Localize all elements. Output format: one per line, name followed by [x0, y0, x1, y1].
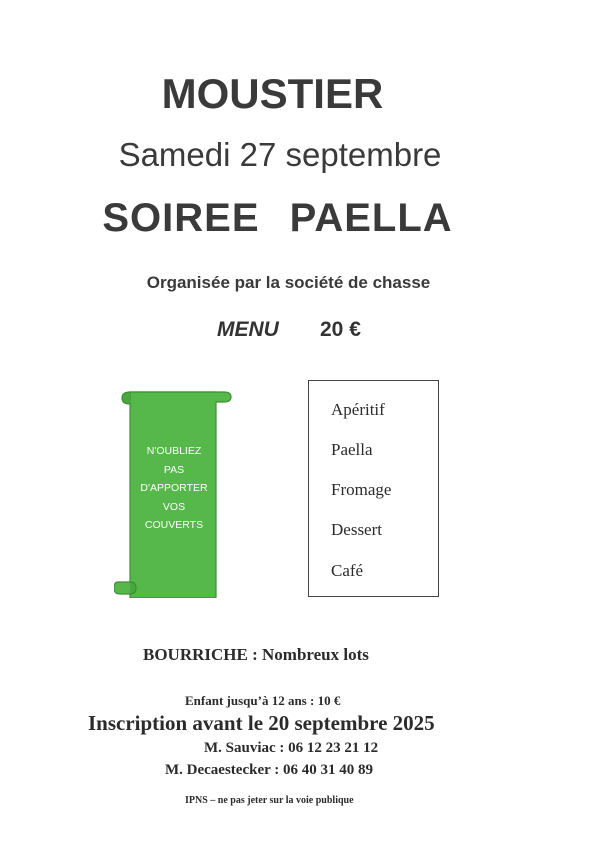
scroll-line: VOS — [162, 500, 186, 513]
town-title: MOUSTIER — [161, 70, 384, 117]
event-title: SOIREE PAELLA — [102, 196, 453, 240]
scroll-line: PAS — [163, 463, 185, 476]
organizer-line: Organisée par la société de chasse — [146, 273, 431, 292]
contact-line: M. Decaestecker : 06 40 31 40 89 — [165, 762, 373, 778]
menu-item: Café — [331, 561, 364, 580]
menu-price: 20 € — [320, 318, 361, 341]
menu-item: Fromage — [331, 480, 392, 499]
scroll-line: COUVERTS — [144, 519, 204, 531]
scroll-message — [138, 442, 210, 535]
bourriche-line: BOURRICHE : Nombreux lots — [143, 645, 369, 664]
contact-line: M. Sauviac : 06 12 23 21 12 — [204, 740, 379, 756]
menu-item: Paella — [331, 440, 373, 459]
registration-deadline: Inscription avant le 20 septembre 2025 — [88, 711, 435, 735]
menu-item: Dessert — [331, 520, 382, 539]
event-date: Samedi 27 septembre — [118, 136, 442, 173]
scroll-line: N'OUBLIEZ — [146, 445, 202, 457]
menu-item: Apéritif — [331, 400, 385, 419]
child-price: Enfant jusqu’à 12 ans : 10 € — [185, 693, 341, 708]
scroll-line: D'APPORTER — [140, 482, 208, 494]
ipns-notice: IPNS – ne pas jeter sur la voie publique — [185, 795, 354, 806]
menu-label: MENU — [217, 318, 279, 341]
